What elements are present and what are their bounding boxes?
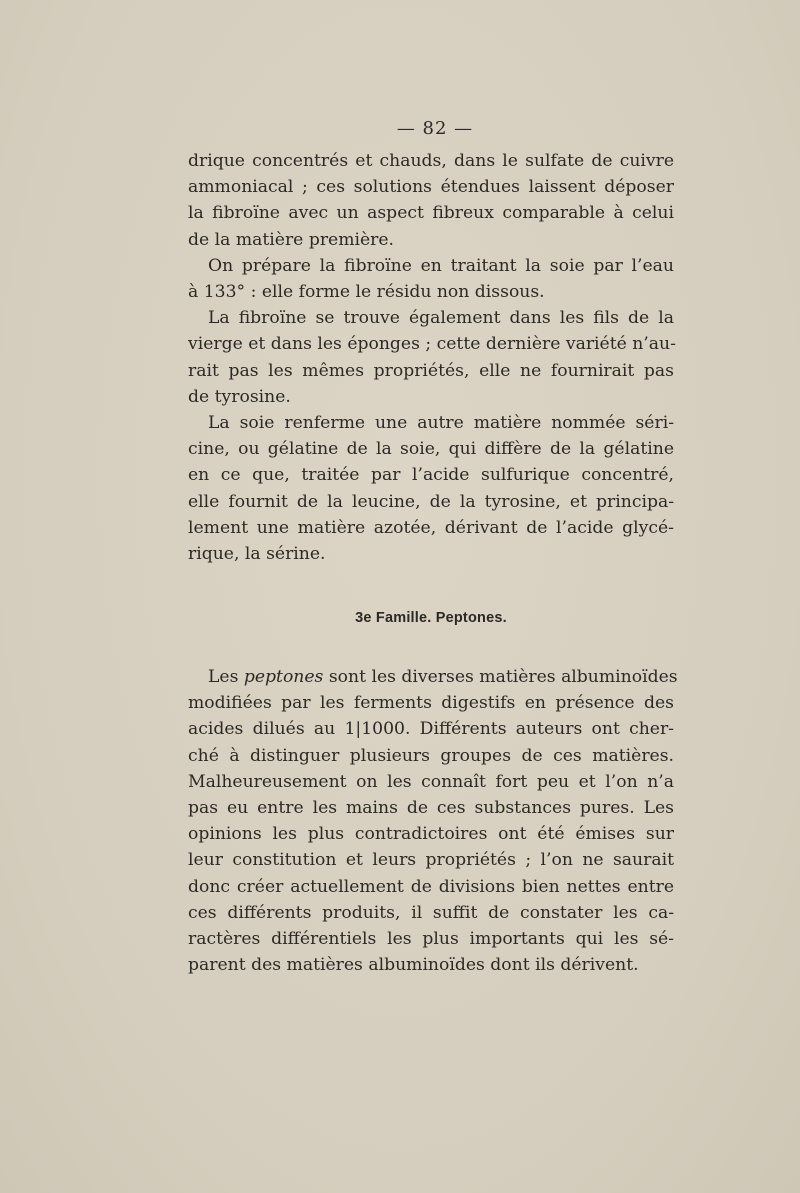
text-line: leur constitution et leurs propriétés ; l’on ne saurait xyxy=(188,850,674,871)
text-line: ché à distinguer plusieurs groupes de ces matières. xyxy=(188,745,674,766)
text-line: en ce que, traitée par l’acide sulfurique concentré, xyxy=(188,465,674,486)
text-line: parent des matières albuminoïdes dont ils dérivent. xyxy=(188,955,639,976)
text-line: pas eu entre les mains de ces substances pures. Les xyxy=(188,798,674,819)
paragraph-2 xyxy=(188,253,674,305)
text-line: Malheureusement on les connaît fort peu et l’on n’a xyxy=(188,771,674,792)
text-line: La fibroïne se trouve également dans les fils de la xyxy=(208,308,674,329)
page-number: — 82 — xyxy=(396,118,474,139)
text-fragment: Les xyxy=(208,667,244,687)
text-line: drique concentrés et chauds, dans le sulfate de cuivre xyxy=(188,151,674,171)
text-line: ces différents produits, il suffit de constater les ca- xyxy=(188,902,674,923)
text-line: la fibroïne avec un aspect fibreux comparable à celui xyxy=(188,203,674,224)
text-line: cine, ou gélatine de la soie, qui diffère de la gélatine xyxy=(188,439,674,460)
text-line: à 133° : elle forme le résidu non dissous. xyxy=(188,282,545,303)
text-block-peptones xyxy=(188,664,678,978)
text-line: rique, la sérine. xyxy=(188,544,326,565)
italic-term: peptones xyxy=(243,667,324,687)
section-heading: 3e Famille. Peptones. xyxy=(355,610,507,626)
text-line: acides dilués au 1|1000. Différents auteurs ont cher- xyxy=(188,719,674,740)
text-line: ammoniacal ; ces solutions étendues laissent déposer xyxy=(188,177,674,198)
text-line: rait pas les mêmes propriétés, elle ne fournirait pas xyxy=(188,360,674,381)
paragraph-peptones xyxy=(188,664,678,978)
text-line: donc créer actuellement de divisions bien nettes entre xyxy=(188,876,674,897)
text-line: vierge et dans les éponges ; cette dernière variété n’au- xyxy=(188,334,676,355)
paragraph-1 xyxy=(188,148,674,253)
text-line: ractères différentiels les plus importants qui les sé- xyxy=(188,929,674,950)
text-line: de la matière première. xyxy=(188,229,395,250)
text-line: La soie renferme une autre matière nommée séri- xyxy=(208,413,674,434)
text-line: On prépare la fibroïne en traitant la soie par l’eau xyxy=(208,255,674,276)
text-fragment: sont les diverses matières albuminoïdes xyxy=(323,667,678,687)
text-line: lement une matière azotée, dérivant de l’acide glycé- xyxy=(188,517,674,538)
text-line: opinions les plus contradictoires ont été émises sur xyxy=(188,824,674,845)
paragraph-3 xyxy=(188,305,674,410)
text-block-fibroine xyxy=(188,148,674,567)
text-line: modifiées par les ferments digestifs en présence des xyxy=(188,693,674,714)
paragraph-4 xyxy=(188,410,674,567)
text-line: de tyrosine. xyxy=(188,386,291,407)
text-line xyxy=(188,664,678,690)
text-line: elle fournit de la leucine, de la tyrosine, et principa- xyxy=(188,491,674,512)
